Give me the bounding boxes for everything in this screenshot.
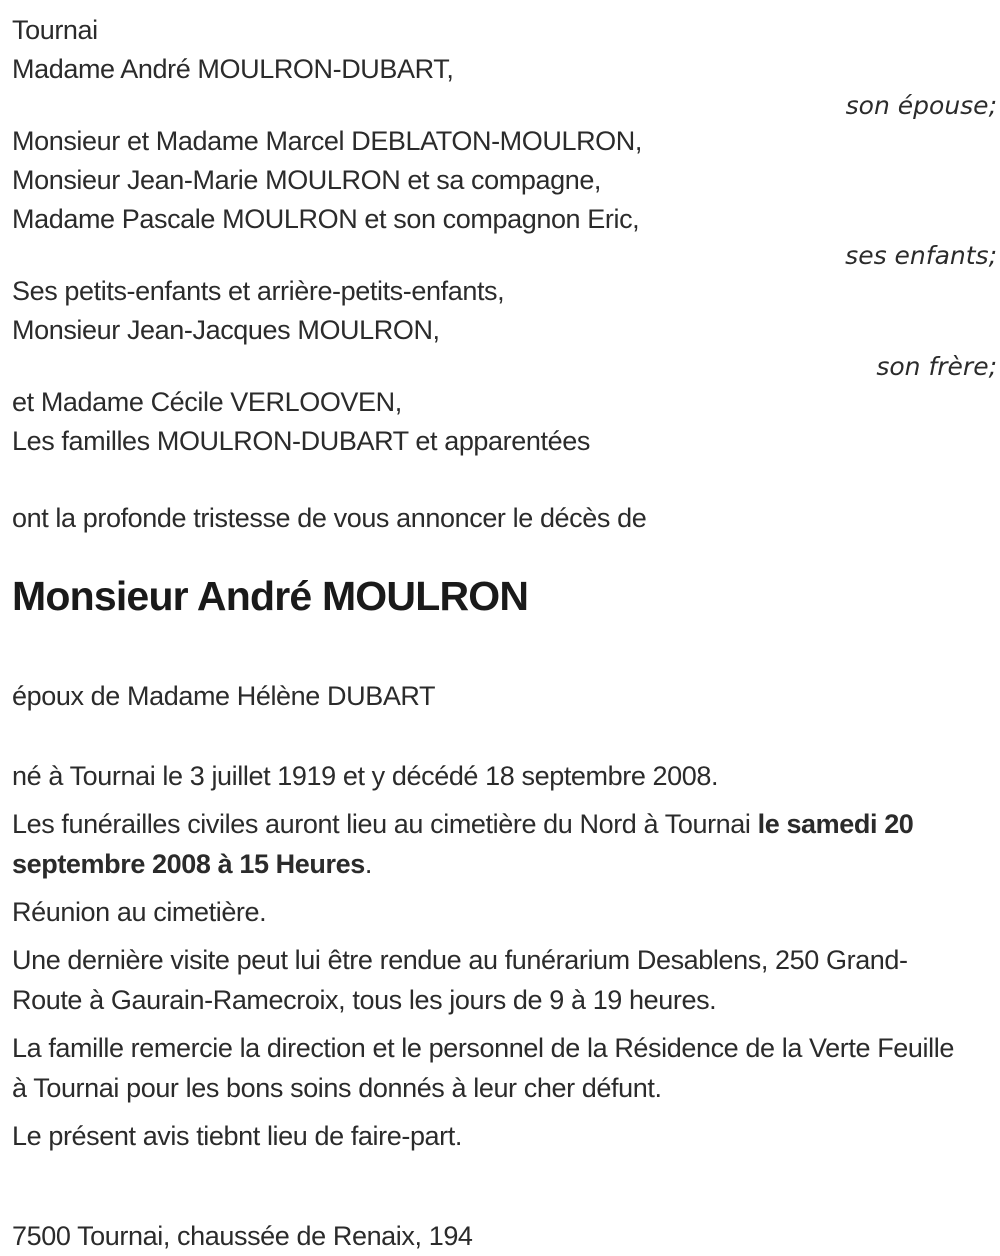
thanks-paragraph: La famille remercie la direction et le personnel de la Résidence de la Verte Feuille à Tournai pour les bons soins donnés à leur cher défunt. (12, 1033, 954, 1103)
visit-paragraph: Une dernière visite peut lui être rendue au funérarium Desablens, 250 Grand-Route à Gaurain-Ramecroix, tous les jours de 9 à 19 heures. (12, 945, 908, 1015)
mourner-child-line-1: Monsieur et Madame Marcel DEBLATON-MOULRON, (12, 126, 642, 156)
mourner-brother-spouse-line: et Madame Cécile VERLOOVEN, (12, 387, 402, 417)
meeting-paragraph: Réunion au cimetière. (12, 897, 267, 927)
mourner-child-line-2: Monsieur Jean-Marie MOULRON et sa compagne, (12, 165, 602, 195)
funeral-date-emphasis: le samedi 20 septembre 2008 à 15 Heures (12, 809, 914, 879)
announcement-intro-line: ont la profonde tristesse de vous annoncer le décès de (12, 503, 647, 533)
deceased-name-heading: Monsieur André MOULRON (12, 573, 529, 619)
mourner-grandchildren-line: Ses petits-enfants et arrière-petits-enfants, (12, 276, 505, 306)
deceased-spouse-line: époux de Madame Hélène DUBART (12, 681, 436, 711)
mourner-child-line-3: Madame Pascale MOULRON et son compagnon Eric, (12, 204, 640, 234)
funeral-text: Les funérailles civiles auront lieu au cimetière du Nord à Tournai (12, 809, 758, 839)
city-line: Tournai (12, 15, 98, 45)
funeral-period: . (364, 849, 372, 879)
relation-spouse-label: son épouse; (845, 91, 997, 120)
funeral-paragraph (12, 804, 972, 884)
relation-brother-label: son frère; (876, 352, 997, 381)
notice-paragraph: Le présent avis tiebnt lieu de faire-part. (12, 1121, 462, 1151)
relation-children-label: ses enfants; (845, 241, 997, 270)
address-line: 7500 Tournai, chaussée de Renaix, 194 (12, 1221, 473, 1251)
life-dates-paragraph: né à Tournai le 3 juillet 1919 et y décédé 18 septembre 2008. (12, 761, 719, 791)
mourner-brother-line: Monsieur Jean-Jacques MOULRON, (12, 315, 440, 345)
mourner-spouse-line: Madame André MOULRON-DUBART, (12, 54, 454, 84)
mourner-families-line: Les familles MOULRON-DUBART et apparentées (12, 426, 590, 456)
